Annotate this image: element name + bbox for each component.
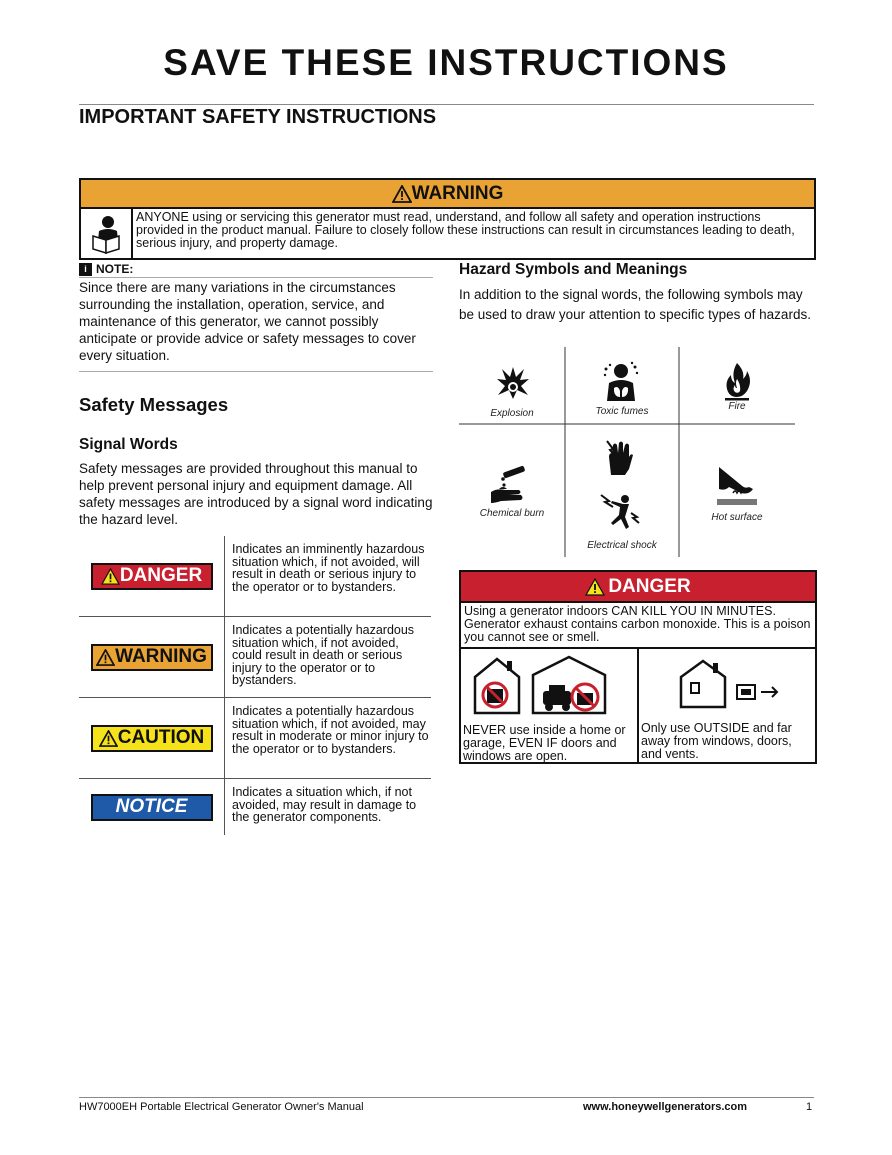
danger-panel-header xyxy=(461,572,815,603)
signal-row-danger xyxy=(79,536,431,617)
danger-message: Using a generator indoors CAN KILL YOU IN MINUTES. Generator exhaust contains carbon monoxide. This is a poison you cannot see or smell. xyxy=(461,603,815,649)
warning-badge xyxy=(91,644,213,671)
signal-row-notice xyxy=(79,779,431,835)
caution-description: Indicates a potentially hazardous situation which, if not avoided, may result in moderate or minor injury to the operator or to bystanders. xyxy=(232,704,429,756)
warning-triangle-icon xyxy=(99,730,118,747)
toxic-fumes-icon xyxy=(601,361,641,401)
warning-triangle-icon xyxy=(392,185,412,203)
warning-triangle-icon xyxy=(585,578,605,596)
electrical-shock-icon xyxy=(599,493,641,533)
chemical-burn-label: Chemical burn xyxy=(479,508,545,519)
toxic-fumes-label: Toxic fumes xyxy=(595,406,649,417)
warning-triangle-icon xyxy=(101,568,120,585)
warning-signal-word: WARNING xyxy=(411,182,504,204)
warning-triangle-icon xyxy=(96,649,115,666)
footer-divider xyxy=(79,1097,814,1098)
fire-icon xyxy=(723,361,751,401)
fire-label: Fire xyxy=(728,401,746,412)
outdoor-generator-icon xyxy=(677,657,797,709)
note-label: NOTE: xyxy=(96,262,134,276)
title-divider xyxy=(79,104,814,105)
footer-website-link[interactable]: www.honeywellgenerators.com xyxy=(583,1101,748,1113)
danger-badge-label: DANGER xyxy=(119,565,203,586)
reading-manual-icon xyxy=(81,209,133,258)
signal-row-warning xyxy=(79,617,431,698)
warning-badge-label: WARNING xyxy=(115,646,207,667)
footer-manual-title: HW7000EH Portable Electrical Generator Owner's Manual xyxy=(79,1101,364,1113)
page-number: 1 xyxy=(806,1101,813,1113)
note-text: Since there are many variations in the circumstances surrounding the installation, operation, service, and maintenance of this generator, we cannot possibly anticipate or provide advice or safety messages to cover every situation. xyxy=(79,279,433,372)
hazard-symbols-heading: Hazard Symbols and Meanings xyxy=(459,261,688,278)
electrical-shock-label: Electrical shock xyxy=(587,540,657,551)
electrical-hand-icon xyxy=(605,439,635,477)
explosion-icon xyxy=(496,365,530,401)
danger-left-text: NEVER use inside a home or garage, EVEN IF doors and windows are open. xyxy=(463,723,626,763)
danger-badge xyxy=(91,563,213,590)
danger-description: Indicates an imminently hazardous situation which, if not avoided, will result in death or serious injury to the operator or to bystanders. xyxy=(232,542,425,594)
hot-surface-icon xyxy=(715,465,759,507)
hazard-symbol-grid xyxy=(459,347,795,557)
warning-panel-header xyxy=(81,180,814,209)
warning-text: ANYONE using or servicing this generator must read, understand, and follow all safety and operation instructions provided in the product manual. Failure to closely follow these instructions can result in circumstances leading to death, serious injury, and property damage. xyxy=(136,210,795,250)
notice-description: Indicates a situation which, if not avoided, may result in damage to the generator components. xyxy=(232,785,417,824)
hazard-symbols-intro: In addition to the signal words, the following symbols may be used to draw your attention to specific types of hazards. xyxy=(459,287,811,322)
signal-words-heading: Signal Words xyxy=(79,436,178,453)
notice-badge-label: NOTICE xyxy=(115,796,188,817)
chemical-burn-icon xyxy=(489,465,531,505)
page-title: SAVE THESE INSTRUCTIONS xyxy=(163,42,729,83)
caution-badge-label: CAUTION xyxy=(117,727,205,748)
signal-word-table xyxy=(79,536,431,835)
info-icon: i xyxy=(79,263,92,276)
section-title: IMPORTANT SAFETY INSTRUCTIONS xyxy=(79,106,437,128)
danger-right-text: Only use OUTSIDE and far away from windows, doors, and vents. xyxy=(641,721,792,761)
note-block xyxy=(79,262,433,372)
caution-badge xyxy=(91,725,213,752)
danger-only-outside xyxy=(637,649,815,764)
no-indoor-generator-icon xyxy=(471,655,619,715)
danger-signal-word: DANGER xyxy=(608,575,691,597)
danger-panel xyxy=(459,570,817,764)
explosion-label: Explosion xyxy=(490,408,534,419)
warning-panel xyxy=(79,178,816,260)
signal-words-paragraph: Safety messages are provided throughout this manual to help prevent personal injury and equipment damage. All safety messages are introduced by a signal word indicating the hazard level. xyxy=(79,461,433,527)
danger-never-indoors xyxy=(461,649,637,764)
signal-row-caution xyxy=(79,698,431,779)
hot-surface-label: Hot surface xyxy=(711,512,763,523)
safety-messages-heading: Safety Messages xyxy=(79,394,229,415)
notice-badge xyxy=(91,794,213,821)
warning-description: Indicates a potentially hazardous situation which, if not avoided, could result in death or serious injury to the operator or to bystanders. xyxy=(232,623,415,687)
